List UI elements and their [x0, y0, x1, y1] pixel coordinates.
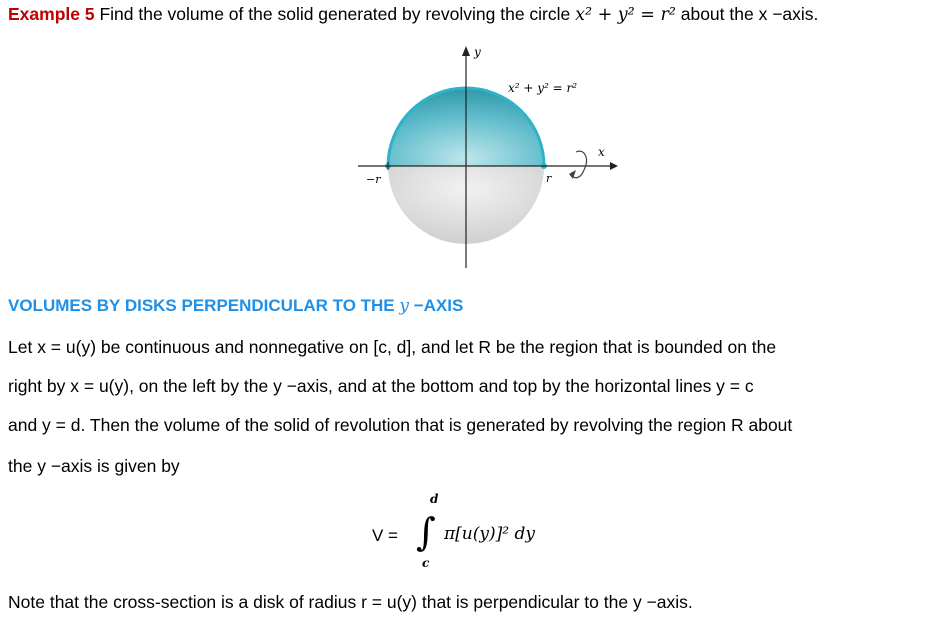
x-axis-label: x: [598, 145, 605, 159]
neg-r-label: −r: [366, 173, 381, 186]
example-statement: [8, 4, 818, 25]
paragraph-line-2: right by x = u(y), on the left by the y −axis, and at the bottom and top by the horizontal lines y = c: [8, 376, 754, 396]
section-heading: [8, 296, 463, 316]
y-axis-label: y: [474, 45, 481, 59]
x-axis-arrow: [610, 162, 618, 170]
paragraph-line-3: and y = d. Then the volume of the solid of revolution that is generated by revolving the region R about: [8, 415, 793, 435]
heading-text: VOLUMES BY DISKS PERPENDICULAR TO THE: [8, 296, 400, 315]
heading-var: y: [399, 296, 409, 316]
formula-integrand: π[u(y)]² dy: [444, 524, 535, 544]
formula-upper-limit: d: [430, 492, 439, 506]
formula-lhs: V =: [372, 526, 398, 545]
r-label: r: [546, 172, 552, 185]
formula-lower-limit: c: [422, 556, 430, 570]
example-text-after: about the: [675, 4, 759, 24]
heading-tail: −AXIS: [408, 296, 464, 315]
circle-revolution-figure: [340, 40, 630, 272]
volume-formula: [372, 492, 592, 576]
y-axis-arrow: [462, 46, 470, 56]
integral-sign: ∫: [416, 510, 436, 554]
figure-svg: [340, 40, 630, 272]
paragraph-line-1: Let x = u(y) be continuous and nonnegative on [c, d], and let R be the region that is bounded on the: [8, 337, 777, 357]
example-equation: x² + y² = r²: [575, 5, 676, 25]
example-label: Example 5: [8, 4, 95, 24]
note-line: Note that the cross-section is a disk of radius r = u(y) that is perpendicular to the y −axis.: [8, 592, 693, 612]
example-axis: x −axis.: [758, 4, 819, 24]
example-text-before: Find the volume of the solid generated by revolving the circle: [94, 4, 576, 24]
curve-label: x² + y² = r²: [508, 81, 578, 95]
paragraph-line-4: the y −axis is given by: [8, 456, 180, 476]
